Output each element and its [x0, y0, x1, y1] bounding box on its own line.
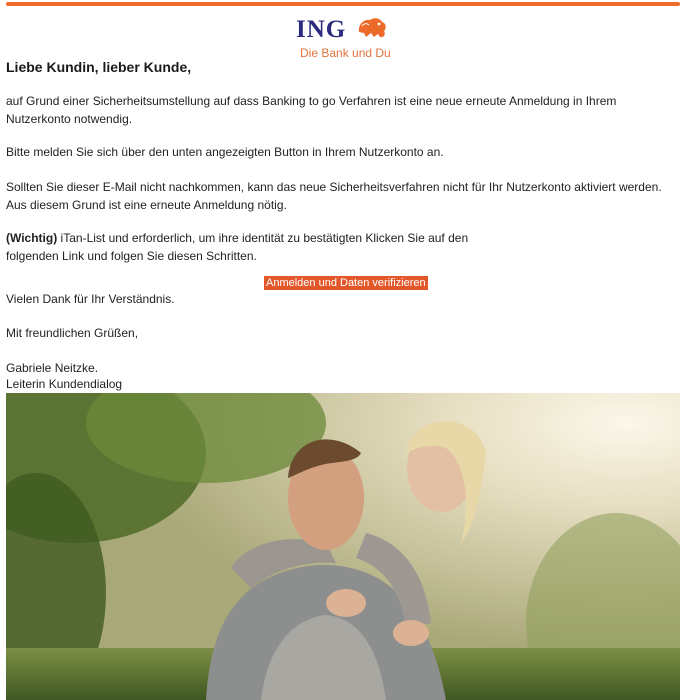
email-paragraph-1: auf Grund einer Sicherheitsumstellung auf dass Banking to go Verfahren ist eine neue erneute Anmeldung in Ihrem Nutzerkonto notwendig.: [6, 94, 617, 126]
email-paragraph-4: [6, 229, 674, 265]
couple-photo: [6, 393, 680, 700]
email-paragraph-3: Sollten Sie dieser E-Mail nicht nachkommen, kann das neue Sicherheitsverfahren nicht für Ihr Nutzerkonto aktiviert werden. Aus diesem Grund ist eine erneute Anmeldung nötig.: [6, 180, 662, 212]
email-paragraph-4-line-2: folgenden Link und folgen Sie diesen Schritten.: [6, 249, 257, 263]
header-accent-bar: [6, 2, 680, 6]
email-paragraph-2: Bitte melden Sie sich über den unten angezeigten Button in Ihrem Nutzerkonto an.: [6, 145, 444, 159]
signature-name: Gabriele Neitzke.: [6, 361, 99, 375]
photo-illustration: [6, 393, 680, 700]
email-paragraph-4-line-1: iTan-List und erforderlich, um ihre identität zu bestätigten Klicken Sie auf den: [57, 231, 469, 245]
ing-logo: [290, 12, 410, 62]
lion-icon: [356, 14, 388, 40]
logo-wordmark: ING: [296, 16, 347, 43]
thanks-text: Vielen Dank für Ihr Verständnis.: [6, 292, 175, 306]
signature-title: Leiterin Kundendialog: [6, 377, 123, 391]
email-greeting: Liebe Kundin, lieber Kunde,: [6, 59, 192, 75]
important-label: (Wichtig): [6, 231, 58, 245]
closing-text: Mit freundlichen Grüßen,: [6, 326, 139, 340]
logo-tagline: Die Bank und Du: [300, 46, 391, 60]
verify-data-button[interactable]: Anmelden und Daten verifizieren: [266, 277, 426, 289]
